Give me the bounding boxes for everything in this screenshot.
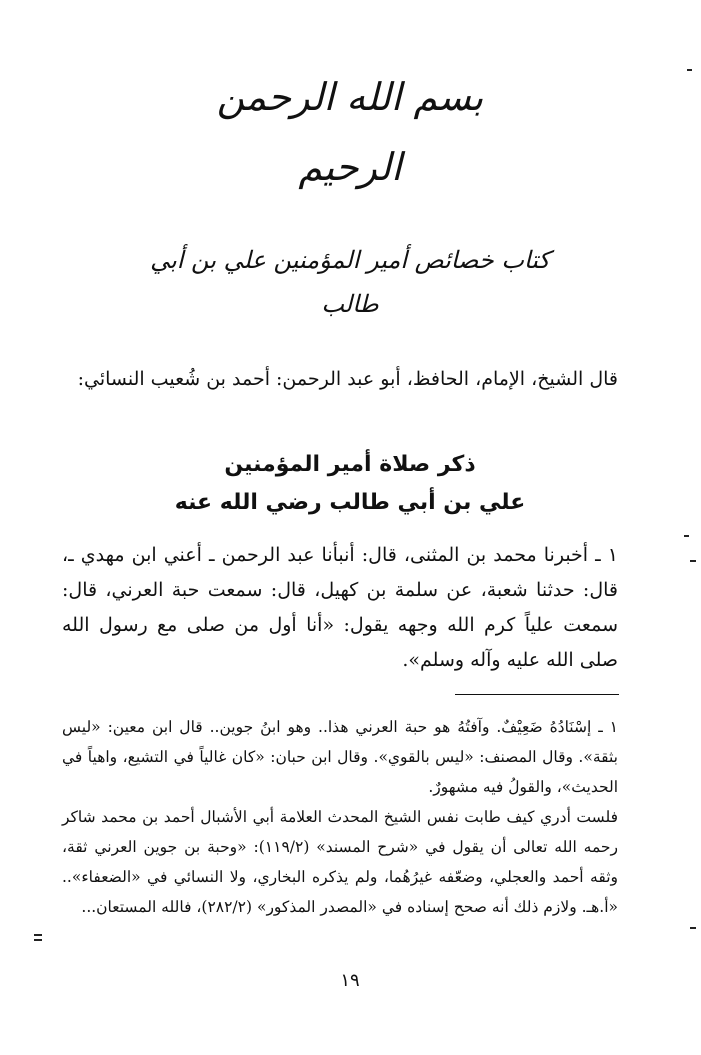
hadith-paragraph: ١ ـ أخبرنا محمد بن المثنى، قال: أنبأنا عبد الرحمن ـ أعني ابن مهدي ـ، قال: حدثنا شعبة، عن سلمة بن كهيل، قال: سمعت حبة العرني، قال: سمعت علياً كرم الله وجهه يقول: «أنا أول من صلى مع رسول الله صلى الله عليه وآله وسلم». — [62, 544, 618, 671]
footnote-divider — [455, 694, 619, 695]
footnote-paragraph-2: فلست أدري كيف طابت نفس الشيخ المحدث العلامة أبي الأشبال أحمد بن محمد شاكر رحمه الله تعالى أن يقول في «شرح المسند» (١١٩/٢): «وحبة بن جوين العرني ثقة، وثقه أحمد والعجلي، وضعّفه غيرُهُما، ولم يذكره البخاري، ولا النسائي في «الضعفاء».. «أ.هـ. ولازم ذلك أنه صحح إسناده في «المصدر المذكور» (٢٨٢/٢)، فالله المستعان... — [62, 808, 618, 916]
scan-mark — [690, 927, 696, 929]
book-title: كتاب خصائص أمير المؤمنين علي بن أبي طالب — [150, 246, 550, 318]
scan-mark — [34, 934, 42, 936]
section-heading-line-1: ذكر صلاة أمير المؤمنين — [224, 452, 476, 477]
scan-mark — [687, 69, 692, 71]
scan-mark — [690, 560, 696, 562]
scan-mark — [34, 939, 42, 941]
section-heading — [100, 446, 600, 522]
footnote-paragraph-1: ١ ـ إسْنَادُهُ ضَعِيْفٌ. وآفتُهُ هو حبة العرني هذا.. وهو ابنُ جوين.. قال ابن معين: «ليس بثقة». وقال المصنف: «ليس بالقوي». وقال ابن حبان: «كان غالياً في التشيع، واهياً في الحديث»، والقولُ فيه مشهورٌ. — [62, 718, 618, 796]
page-number: ١٩ — [340, 970, 360, 991]
scan-mark — [684, 535, 689, 537]
basmala-calligraphy: بسم الله الرحمن الرحيم — [216, 75, 484, 189]
section-heading-line-2: علي بن أبي طالب رضي الله عنه — [174, 490, 526, 515]
intro-paragraph: قال الشيخ، الإمام، الحافظ، أبو عبد الرحمن: أحمد بن شُعيب النسائي: — [77, 368, 618, 390]
footnote — [62, 712, 618, 922]
